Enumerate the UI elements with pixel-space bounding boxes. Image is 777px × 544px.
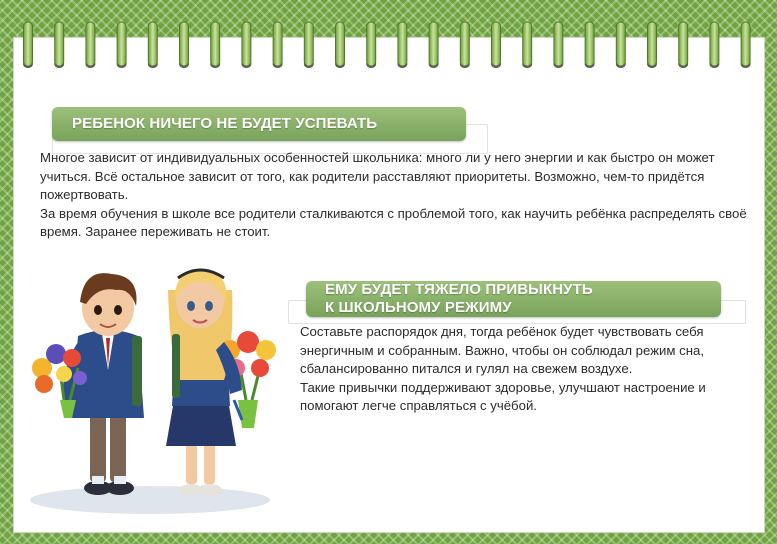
spiral-ring xyxy=(273,22,282,66)
spiral-ring xyxy=(429,22,438,66)
spiral-ring xyxy=(616,22,625,66)
spiral-ring xyxy=(148,22,157,66)
spiral-ring xyxy=(117,22,126,66)
spiral-ring xyxy=(492,22,501,66)
spiral-ring xyxy=(523,22,532,66)
spiral-ring xyxy=(211,22,220,66)
section2-paragraph-2: Такие привычки поддерживают здоровье, улучшают настроение и помогают легче справляться с учёбой. xyxy=(300,379,706,414)
girl-figure xyxy=(166,270,276,496)
spiral-ring xyxy=(180,22,189,66)
spiral-ring xyxy=(336,22,345,66)
schoolchildren-with-flowers-icon xyxy=(20,250,295,520)
section1-heading: РЕБЕНОК НИЧЕГО НЕ БУДЕТ УСПЕВАТЬ xyxy=(72,115,378,132)
spiral-ring xyxy=(679,22,688,66)
section2-paragraph-1: Составьте распорядок дня, тогда ребёнок будет чувствовать себя энергичным и собранным. Важно, чтобы он соблюдал режим сна, сбалансированно питался и гулял на свежем воздухе. xyxy=(300,324,704,377)
spiral-ring xyxy=(304,22,313,66)
section1-paragraph-2: За время обучения в школе все родители сталкиваются с проблемой того, как научить ребёнка распределять своё время. Заранее переживать не стоит. xyxy=(40,205,747,240)
spiral-ring xyxy=(741,22,750,66)
spiral-ring xyxy=(710,22,719,66)
section2-body xyxy=(300,323,752,416)
spiral-ring xyxy=(367,22,376,66)
spiral-ring xyxy=(242,22,251,66)
spiral-ring xyxy=(24,22,33,66)
spiral-ring xyxy=(460,22,469,66)
spiral-ring xyxy=(648,22,657,66)
section2-heading-line1: ЕМУ БУДЕТ ТЯЖЕЛО ПРИВЫКНУТЬ xyxy=(325,281,593,298)
spiral-ring xyxy=(554,22,563,66)
boy-figure xyxy=(32,273,144,495)
section1-body xyxy=(40,149,750,242)
spiral-ring xyxy=(585,22,594,66)
spiral-binding-icon xyxy=(0,0,777,80)
spiral-ring xyxy=(55,22,64,66)
section1-paragraph-1: Многое зависит от индивидуальных особенностей школьника: много ли у него энергии и как быстро он может учиться. Всё остальное зависит от того, как родители расставляют приоритеты. Возможно, чем-то придётся пожертвовать. xyxy=(40,150,715,203)
section2-heading-line2: К ШКОЛЬНОМУ РЕЖИМУ xyxy=(325,299,512,316)
spiral-ring xyxy=(86,22,95,66)
spiral-ring xyxy=(398,22,407,66)
